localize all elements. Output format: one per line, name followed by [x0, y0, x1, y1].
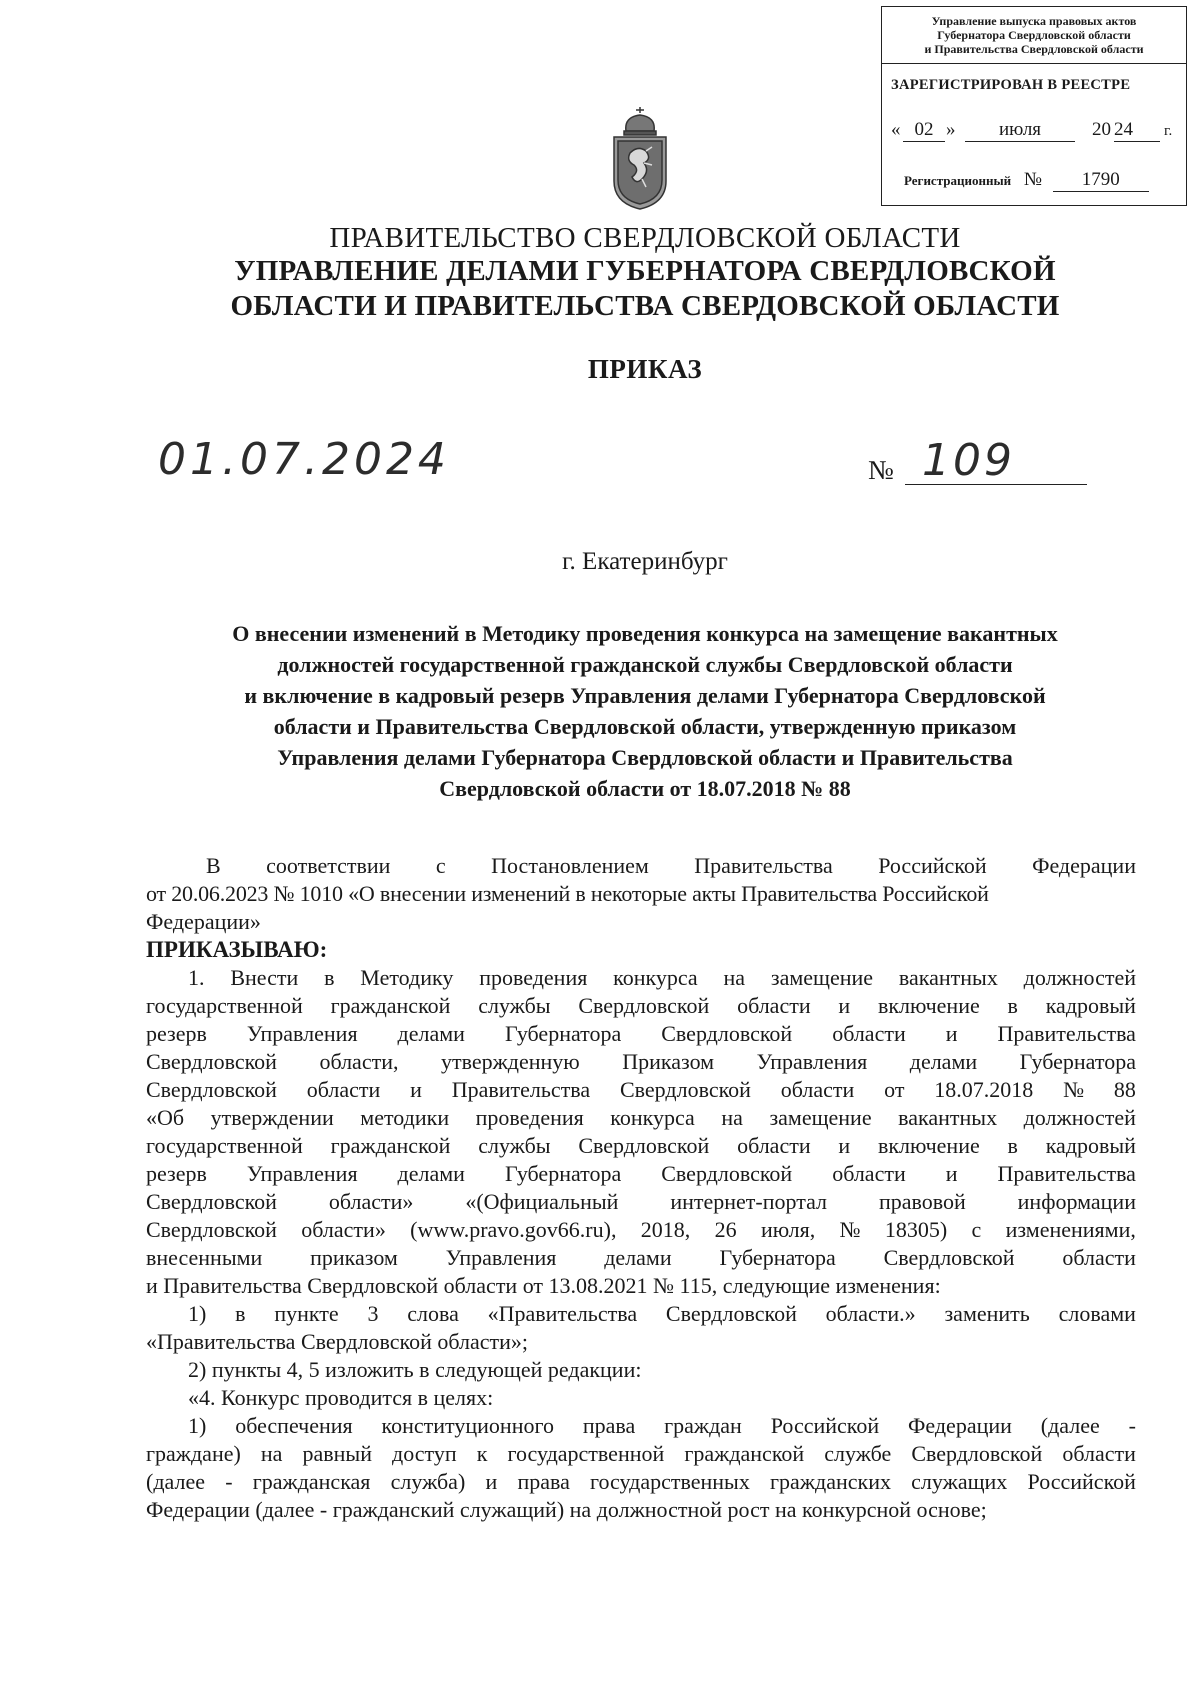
word: заменить	[944, 1301, 1030, 1326]
preamble-line: от 20.06.2023 № 1010 «О внесении изменений в некоторые акты Правительства Российской	[146, 881, 989, 906]
word: обеспечения	[235, 1413, 353, 1438]
word: «(Официальный	[465, 1189, 619, 1214]
word: области	[1062, 1245, 1136, 1270]
word: равный	[302, 1441, 372, 1466]
word: на	[723, 965, 746, 990]
stamp-date-year-prefix: 20	[1092, 119, 1111, 140]
word: и	[410, 1077, 422, 1102]
item1-text	[146, 1104, 1136, 1132]
subject-line: и включение в кадровый резерв Управления делами Губернатора Свердловской	[244, 683, 1046, 708]
word: внесенными	[146, 1245, 263, 1270]
word: утвержденную	[440, 1049, 580, 1074]
word: Свердловской	[665, 1301, 797, 1326]
word: службы	[478, 993, 551, 1018]
word: «Правительства	[487, 1301, 638, 1326]
word: 18.07.2018	[934, 1077, 1034, 1102]
word: проведения	[475, 1105, 584, 1130]
word: Губернатора	[504, 1161, 622, 1186]
word: Свердловской	[146, 1217, 277, 1242]
word: и	[485, 1469, 498, 1494]
word: -	[225, 1469, 233, 1494]
word: службе	[824, 1441, 892, 1466]
word: включение	[877, 1133, 980, 1158]
word: №	[1063, 1077, 1085, 1102]
word: утверждении	[210, 1105, 334, 1130]
stamp-header	[882, 7, 1186, 64]
word: Правительства	[694, 853, 833, 878]
word: гражданской	[330, 1133, 451, 1158]
word: Управления	[246, 1161, 358, 1186]
word: Методику	[360, 965, 454, 990]
preamble-line	[146, 852, 1136, 880]
word: граждан	[664, 1413, 742, 1438]
item1-text	[188, 964, 1136, 992]
word: Федерации	[1032, 853, 1136, 878]
word: Свердловской	[661, 1021, 793, 1046]
word: Свердловской	[619, 1077, 751, 1102]
point4-1-line	[146, 1468, 1136, 1496]
item1-text	[146, 1020, 1136, 1048]
word: изменениями,	[1005, 1217, 1136, 1242]
word: должностей	[1023, 965, 1136, 990]
item1-line	[146, 1020, 1136, 1048]
word: права	[517, 1469, 570, 1494]
stamp-date-year-suffix: 24	[1114, 119, 1160, 142]
word: Российской	[878, 853, 987, 878]
word: (www.pravo.gov66.ru),	[410, 1217, 617, 1242]
item1-line	[146, 1216, 1136, 1244]
word: Внести	[230, 965, 299, 990]
word: и	[838, 993, 851, 1018]
word: Свердловской	[883, 1245, 1015, 1270]
word: -	[1128, 1413, 1136, 1438]
word: словами	[1058, 1301, 1136, 1326]
word: области	[832, 1021, 906, 1046]
order-number-sign: №	[868, 455, 894, 485]
word: Свердловской	[578, 1133, 710, 1158]
word: приказом	[310, 1245, 398, 1270]
subject-line: О внесении изменений в Методику проведения конкурса на замещение вакантных	[232, 621, 1058, 646]
word: и	[945, 1021, 958, 1046]
word: области	[737, 1133, 811, 1158]
word: Правительства	[997, 1021, 1136, 1046]
word: Постановлением	[491, 853, 649, 878]
subject-line: Свердловской области от 18.07.2018 № 88	[439, 776, 851, 801]
word: Свердловской	[911, 1441, 1043, 1466]
stamp-reg-number-value: 1790	[1053, 169, 1149, 192]
word: и	[838, 1133, 851, 1158]
word: государственной	[507, 1441, 665, 1466]
item1-text	[146, 1076, 1136, 1104]
word: делами	[397, 1021, 465, 1046]
word: кадровый	[1045, 1133, 1136, 1158]
word: области.»	[825, 1301, 916, 1326]
word: «Об	[146, 1105, 185, 1130]
item1-line	[146, 1048, 1136, 1076]
word: службы	[478, 1133, 551, 1158]
item1-text	[146, 992, 1136, 1020]
subject-line: области и Правительства Свердловской области, утвержденную приказом	[273, 714, 1017, 739]
word: в	[324, 965, 335, 990]
word: Правительства	[997, 1161, 1136, 1186]
sub1-line: «Правительства Свердловской области»;	[146, 1329, 529, 1354]
word: В	[206, 853, 221, 878]
item1-text	[146, 1216, 1136, 1244]
word: области	[780, 1077, 855, 1102]
word: гражданской	[330, 993, 451, 1018]
word: области	[1062, 1441, 1136, 1466]
word: в	[1007, 993, 1018, 1018]
word: с	[435, 853, 446, 878]
word: на	[721, 1105, 743, 1130]
word: в	[235, 1301, 246, 1326]
department-title-line: ОБЛАСТИ И ПРАВИТЕЛЬСТВА СВЕРДОВСКОЙ ОБЛАСТИ	[230, 290, 1060, 322]
coat-of-arms-icon	[604, 105, 676, 211]
point4-line: «4. Конкурс проводится в целях:	[188, 1385, 494, 1410]
stamp-header-line: Губернатора Свердловской области	[937, 28, 1131, 42]
word: вакантных	[898, 965, 998, 990]
word: Свердловской	[146, 1077, 277, 1102]
word: на	[260, 1441, 283, 1466]
word: Российской	[1027, 1469, 1136, 1494]
item1-line	[146, 1104, 1136, 1132]
word: Управления	[445, 1245, 557, 1270]
word: области»	[328, 1189, 414, 1214]
word: июля,	[760, 1217, 816, 1242]
word: резерв	[146, 1021, 207, 1046]
word: вакантных	[898, 1105, 998, 1130]
stamp-date	[891, 119, 1183, 143]
word: гражданских	[770, 1469, 891, 1494]
preamble-line: Федерации»	[146, 909, 261, 934]
item1-line	[146, 1244, 1136, 1272]
word: гражданская	[252, 1469, 371, 1494]
word: права	[582, 1413, 636, 1438]
preamble-text	[206, 852, 1136, 880]
word: граждане)	[146, 1441, 241, 1466]
word: области	[832, 1161, 906, 1186]
point4-1-line	[146, 1412, 1136, 1440]
word: конституционного	[381, 1413, 554, 1438]
word: Свердловской	[146, 1049, 277, 1074]
sub1-text	[188, 1300, 1136, 1328]
word: делами	[909, 1049, 978, 1074]
word: государственной	[146, 993, 303, 1018]
word: делами	[604, 1245, 672, 1270]
word: кадровый	[1045, 993, 1136, 1018]
word: 26	[714, 1217, 737, 1242]
order-subject	[0, 618, 1200, 804]
word: области,	[319, 1049, 399, 1074]
word: должностей	[1023, 1105, 1136, 1130]
word: пункте	[274, 1301, 339, 1326]
word: Управления	[246, 1021, 358, 1046]
stamp-date-close-quote: »	[946, 119, 956, 140]
handwritten-date: 01.07.2024	[158, 434, 450, 485]
word: в	[1007, 1133, 1018, 1158]
subject-line: Управления делами Губернатора Свердловской области и Правительства	[277, 745, 1013, 770]
item1-line: и Правительства Свердловской области от 13.08.2021 № 115, следующие изменения:	[146, 1273, 941, 1298]
word: и	[945, 1161, 958, 1186]
stamp-date-day: 02	[903, 119, 945, 142]
stamp-date-open-quote: «	[891, 119, 901, 140]
word: с	[971, 1217, 982, 1242]
word: 18305)	[884, 1217, 948, 1242]
sub2-line: 2) пункты 4, 5 изложить в следующей редакции:	[188, 1357, 642, 1382]
word: области»	[301, 1217, 386, 1242]
word: включение	[877, 993, 980, 1018]
item1-line	[146, 1160, 1136, 1188]
word: области	[737, 993, 811, 1018]
word: Губернатора	[1019, 1049, 1136, 1074]
item1-line	[146, 1188, 1136, 1216]
point4-1-text	[146, 1440, 1136, 1468]
word: слова	[407, 1301, 459, 1326]
word: делами	[397, 1161, 465, 1186]
word: правовой	[878, 1189, 966, 1214]
sub1-line	[146, 1300, 1136, 1328]
stamp-header-line: и Правительства Свердловской области	[924, 42, 1144, 56]
order-body	[146, 852, 1136, 1524]
word: методики	[360, 1105, 450, 1130]
word: 88	[1113, 1077, 1136, 1102]
word: Правительства	[451, 1077, 591, 1102]
item1-line	[146, 992, 1136, 1020]
doc-type-title: ПРИКАЗ	[587, 354, 703, 384]
word: Федерации	[908, 1413, 1012, 1438]
word: проведения	[479, 965, 588, 990]
point4-1-text	[188, 1412, 1136, 1440]
word: области	[306, 1077, 381, 1102]
word: (далее	[1040, 1413, 1100, 1438]
point4-1-line	[146, 1440, 1136, 1468]
item1-text	[146, 1132, 1136, 1160]
word: служащих	[911, 1469, 1008, 1494]
word: служба)	[390, 1469, 466, 1494]
word: государственных	[590, 1469, 750, 1494]
word: государственной	[146, 1133, 303, 1158]
word: информации	[1017, 1189, 1136, 1214]
stamp-registered-label: ЗАРЕГИСТРИРОВАН В РЕЕСТРЕ	[891, 77, 1131, 93]
word: 1)	[188, 1301, 207, 1326]
word: Российской	[770, 1413, 880, 1438]
point4-1-line: Федерации (далее - гражданский служащий) на должностной рост на конкурсной основе;	[146, 1497, 987, 1522]
item1-line	[146, 1076, 1136, 1104]
stamp-reg-number	[904, 169, 1149, 193]
word: 2018,	[640, 1217, 691, 1242]
stamp-date-year-unit: г.	[1164, 123, 1173, 139]
word: конкурса	[613, 965, 698, 990]
word: Свердловской	[661, 1161, 793, 1186]
government-title: ПРАВИТЕЛЬСТВО СВЕРДЛОВСКОЙ ОБЛАСТИ	[329, 222, 961, 254]
word: соответствии	[266, 853, 391, 878]
handwritten-order-number: 109	[922, 435, 1015, 486]
word: замещение	[769, 1105, 872, 1130]
stamp-date-month: июля	[965, 119, 1075, 142]
stamp-reg-number-sign: №	[1023, 169, 1042, 190]
stamp-reg-number-label: Регистрационный	[904, 173, 1012, 188]
item1-line	[146, 964, 1136, 992]
item1-text	[146, 1160, 1136, 1188]
word: Губернатора	[719, 1245, 836, 1270]
word: доступ	[392, 1441, 457, 1466]
stamp-header-line: Управление выпуска правовых актов	[931, 14, 1137, 28]
word: конкурса	[610, 1105, 695, 1130]
word: 1.	[188, 965, 205, 990]
item1-line	[146, 1132, 1136, 1160]
point4-1-text	[146, 1468, 1136, 1496]
item1-text	[146, 1244, 1136, 1272]
subject-line: должностей государственной гражданской службы Свердловской области	[277, 652, 1013, 677]
word: Управления	[756, 1049, 868, 1074]
item1-text	[146, 1188, 1136, 1216]
word: Свердловской	[578, 993, 710, 1018]
word: интернет-портал	[670, 1189, 828, 1214]
department-title-line: УПРАВЛЕНИЕ ДЕЛАМИ ГУБЕРНАТОРА СВЕРДЛОВСКОЙ	[234, 255, 1056, 287]
word: от	[884, 1077, 905, 1102]
word: 3	[367, 1301, 379, 1326]
order-word: ПРИКАЗЫВАЮ:	[146, 937, 328, 962]
registration-stamp	[881, 6, 1187, 206]
word: №	[839, 1217, 861, 1242]
word: гражданской	[684, 1441, 805, 1466]
word: резерв	[146, 1161, 207, 1186]
word: Приказом	[622, 1049, 715, 1074]
word: к	[476, 1441, 488, 1466]
word: Свердловской	[146, 1189, 277, 1214]
city: г. Екатеринбург	[562, 548, 728, 575]
word: замещение	[770, 965, 874, 990]
item1-text	[146, 1048, 1136, 1076]
word: 1)	[188, 1413, 207, 1438]
word: Губернатора	[504, 1021, 622, 1046]
word: (далее	[146, 1469, 205, 1494]
